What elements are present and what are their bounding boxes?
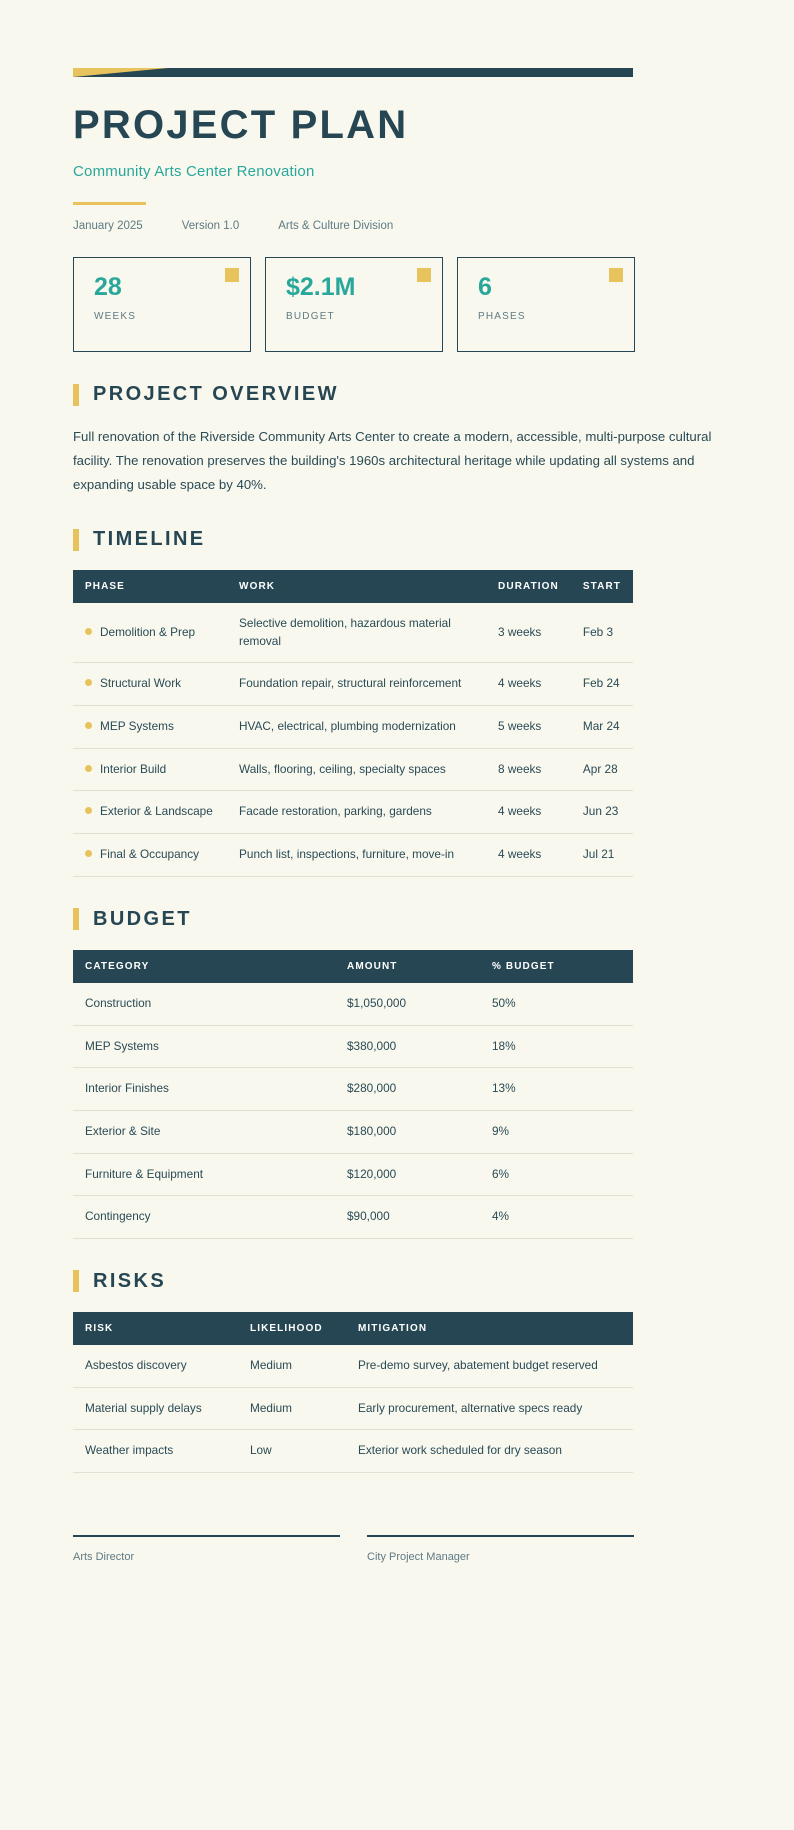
column-header-phase: PHASE [73, 570, 227, 603]
section-title: RISKS [93, 1269, 167, 1292]
cell-risk: Weather impacts [73, 1430, 238, 1473]
column-header-duration: DURATION [486, 570, 571, 603]
cell-work: Punch list, inspections, furniture, move-in [227, 834, 486, 877]
cell-category: Exterior & Site [73, 1110, 335, 1153]
section-heading [73, 383, 721, 406]
section-heading [73, 908, 721, 931]
cell-percent: 18% [480, 1025, 633, 1068]
cell-duration: 5 weeks [486, 706, 571, 749]
cell-duration: 4 weeks [486, 663, 571, 706]
table-row [73, 1153, 633, 1196]
cell-start: Mar 24 [571, 706, 633, 749]
bullet-dot-icon [85, 765, 92, 772]
cell-start: Apr 28 [571, 748, 633, 791]
cell-start: Jul 21 [571, 834, 633, 877]
cell-likelihood: Low [238, 1430, 346, 1473]
column-header-risk: RISK [73, 1312, 238, 1345]
table-header-row [73, 570, 633, 603]
stat-label: BUDGET [286, 311, 335, 322]
table-row [73, 748, 633, 791]
overview-paragraph: Full renovation of the Riverside Community Arts Center to create a modern, accessible, multi-purpose cultural facility. The renovation preserves the building's 1960s architectural heritage while updating all systems and expanding usable space by 40%. [73, 429, 712, 493]
bullet-dot-icon [85, 850, 92, 857]
cell-phase [73, 748, 227, 791]
cell-risk: Material supply delays [73, 1387, 238, 1430]
column-header-amount: AMOUNT [335, 950, 480, 983]
phase-label: MEP Systems [100, 719, 174, 734]
cell-amount: $380,000 [335, 1025, 480, 1068]
signature-line [73, 1535, 340, 1537]
cell-work: HVAC, electrical, plumbing modernization [227, 706, 486, 749]
square-accent-icon [225, 268, 239, 282]
table-row [73, 663, 633, 706]
signature-block [73, 1535, 721, 1563]
cell-category: Interior Finishes [73, 1068, 335, 1111]
signature-city-project-manager [367, 1535, 634, 1563]
meta-version: Version 1.0 [181, 220, 240, 232]
stat-value: $2.1M [286, 273, 356, 301]
cell-mitigation: Exterior work scheduled for dry season [346, 1430, 633, 1473]
table-row [73, 1110, 633, 1153]
signature-arts-director [73, 1535, 340, 1563]
table-row [73, 1068, 633, 1111]
table-row [73, 1387, 633, 1430]
cell-category: Construction [73, 983, 335, 1025]
cell-start: Feb 3 [571, 603, 633, 663]
section-project-overview [73, 383, 721, 497]
cell-start: Jun 23 [571, 791, 633, 834]
cell-percent: 13% [480, 1068, 633, 1111]
cell-phase [73, 791, 227, 834]
risks-table [73, 1312, 633, 1473]
section-title: TIMELINE [93, 528, 206, 551]
phase-label: Final & Occupancy [100, 847, 200, 862]
cell-likelihood: Medium [238, 1345, 346, 1387]
stat-value: 6 [478, 273, 492, 301]
cell-phase [73, 603, 227, 663]
budget-table [73, 950, 633, 1239]
table-row [73, 834, 633, 877]
section-marker-icon [73, 529, 79, 551]
stat-card-group [73, 257, 721, 352]
stat-card-weeks [73, 257, 251, 352]
table-header-row [73, 950, 633, 983]
signature-line [367, 1535, 634, 1537]
cell-amount: $120,000 [335, 1153, 480, 1196]
document-page [0, 68, 794, 1830]
cell-amount: $90,000 [335, 1196, 480, 1239]
bullet-dot-icon [85, 679, 92, 686]
section-heading [73, 528, 721, 551]
stat-label: WEEKS [94, 311, 137, 322]
page-title: PROJECT PLAN [73, 103, 409, 147]
cell-work: Facade restoration, parking, gardens [227, 791, 486, 834]
section-budget [73, 908, 721, 1239]
stat-label: PHASES [478, 311, 526, 322]
cell-phase [73, 834, 227, 877]
cell-mitigation: Early procurement, alternative specs ready [346, 1387, 633, 1430]
cell-category: MEP Systems [73, 1025, 335, 1068]
cell-likelihood: Medium [238, 1387, 346, 1430]
section-marker-icon [73, 908, 79, 930]
phase-label: Interior Build [100, 761, 167, 776]
document-meta [73, 220, 721, 232]
phase-label: Structural Work [100, 676, 182, 691]
section-timeline [73, 528, 721, 877]
phase-label: Demolition & Prep [100, 624, 196, 639]
cell-duration: 4 weeks [486, 791, 571, 834]
table-header-row [73, 1312, 633, 1345]
bullet-dot-icon [85, 628, 92, 635]
cell-phase [73, 663, 227, 706]
cell-percent: 4% [480, 1196, 633, 1239]
cell-percent: 9% [480, 1110, 633, 1153]
bullet-dot-icon [85, 807, 92, 814]
table-row [73, 603, 633, 663]
column-header-mitigation: MITIGATION [346, 1312, 633, 1345]
cell-amount: $180,000 [335, 1110, 480, 1153]
cell-duration: 8 weeks [486, 748, 571, 791]
column-header-percent: % BUDGET [480, 950, 633, 983]
bullet-dot-icon [85, 722, 92, 729]
cell-amount: $1,050,000 [335, 983, 480, 1025]
column-header-category: CATEGORY [73, 950, 335, 983]
section-marker-icon [73, 384, 79, 406]
signature-label: City Project Manager [367, 1550, 470, 1563]
header-rule-bar [73, 68, 633, 77]
square-accent-icon [417, 268, 431, 282]
cell-work: Walls, flooring, ceiling, specialty spaces [227, 748, 486, 791]
stat-value: 28 [94, 273, 122, 301]
table-row [73, 1430, 633, 1473]
cell-work: Selective demolition, hazardous material removal [227, 603, 486, 663]
meta-division: Arts & Culture Division [278, 220, 394, 232]
column-header-start: START [571, 570, 633, 603]
timeline-table [73, 570, 633, 877]
cell-phase [73, 706, 227, 749]
cell-risk: Asbestos discovery [73, 1345, 238, 1387]
table-row [73, 1025, 633, 1068]
table-row [73, 1196, 633, 1239]
table-row [73, 706, 633, 749]
column-header-likelihood: LIKELIHOOD [238, 1312, 346, 1345]
section-title: BUDGET [93, 907, 192, 930]
table-row [73, 791, 633, 834]
column-header-work: WORK [227, 570, 486, 603]
cell-duration: 4 weeks [486, 834, 571, 877]
cell-amount: $280,000 [335, 1068, 480, 1111]
cell-percent: 6% [480, 1153, 633, 1196]
cell-percent: 50% [480, 983, 633, 1025]
square-accent-icon [609, 268, 623, 282]
cell-category: Furniture & Equipment [73, 1153, 335, 1196]
section-risks [73, 1270, 721, 1473]
phase-label: Exterior & Landscape [100, 804, 213, 819]
table-row [73, 983, 633, 1025]
meta-date: January 2025 [73, 220, 143, 232]
stat-card-phases [457, 257, 635, 352]
section-title: PROJECT OVERVIEW [93, 383, 339, 405]
header-rule [73, 68, 633, 77]
cell-mitigation: Pre-demo survey, abatement budget reserved [346, 1345, 633, 1387]
cell-work: Foundation repair, structural reinforcement [227, 663, 486, 706]
stat-card-budget [265, 257, 443, 352]
section-heading [73, 1270, 721, 1293]
table-row [73, 1345, 633, 1387]
cell-duration: 3 weeks [486, 603, 571, 663]
page-subtitle: Community Arts Center Renovation [73, 163, 315, 180]
subtitle-divider [73, 202, 146, 205]
cell-start: Feb 24 [571, 663, 633, 706]
section-marker-icon [73, 1270, 79, 1292]
cell-category: Contingency [73, 1196, 335, 1239]
signature-label: Arts Director [73, 1550, 135, 1563]
